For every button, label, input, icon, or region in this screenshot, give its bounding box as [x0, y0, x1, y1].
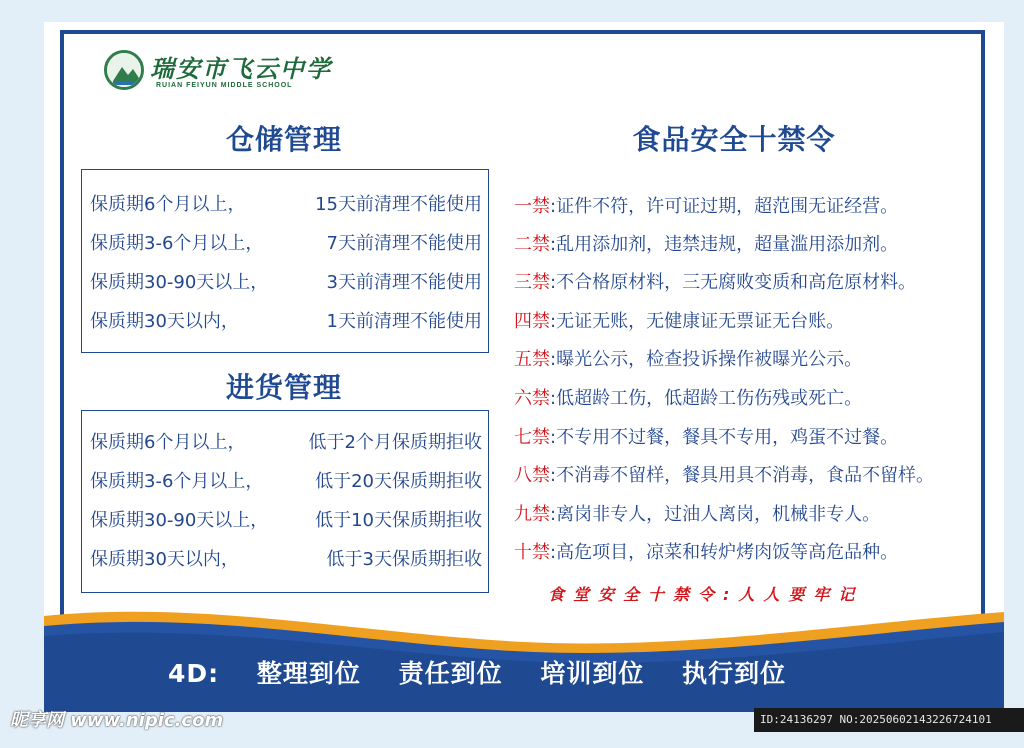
purchase-action: 低于3天保质期拒收 [326, 549, 482, 570]
rule-number: 九禁 [514, 504, 550, 525]
rule-text: :曝光公示，检查投诉操作被曝光公示。 [550, 349, 863, 370]
signboard [44, 22, 1004, 712]
storage-shelf: 保质期30天以内， [90, 311, 239, 332]
rule-text: :无证无账，无健康证无票证无台账。 [550, 311, 845, 332]
footer-wave-background [44, 582, 1004, 712]
watermark-brand: 昵享网 [10, 710, 64, 731]
purchase-shelf: 保质期30-90天以上， [90, 510, 269, 531]
footer-item: 责任到位 [398, 659, 503, 688]
purchase-box [81, 410, 489, 593]
rule-item [514, 268, 984, 298]
rule-item [514, 423, 984, 453]
rule-text: :不专用不过餐，餐具不专用，鸡蛋不过餐。 [550, 427, 899, 448]
purchase-row [90, 545, 482, 575]
footer-item: 培训到位 [540, 659, 645, 688]
purchase-action: 低于2个月保质期拒收 [308, 432, 482, 453]
storage-title: 仓储管理 [225, 123, 342, 156]
rule-number: 一禁 [514, 196, 550, 217]
rule-item [514, 384, 984, 414]
rule-number: 十禁 [514, 542, 550, 563]
purchase-title: 进货管理 [225, 371, 342, 404]
rule-number: 六禁 [514, 388, 550, 409]
purchase-shelf: 保质期6个月以上， [90, 432, 246, 453]
storage-shelf: 保质期30-90天以上， [90, 272, 269, 293]
footer-item: 执行到位 [682, 659, 787, 688]
storage-row [90, 307, 482, 337]
rule-item [514, 461, 984, 491]
school-emblem-icon [104, 50, 144, 90]
rule-text: :高危项目，凉菜和转炉烤肉饭等高危品种。 [550, 542, 899, 563]
rule-item [514, 500, 984, 530]
rule-text: :不消毒不留样，餐具用具不消毒，食品不留样。 [550, 465, 935, 486]
school-logo [102, 46, 462, 116]
storage-action: 15天前清理不能使用 [315, 194, 482, 215]
footer-slogan [168, 654, 808, 690]
purchase-action: 低于10天保质期拒收 [315, 510, 482, 531]
rule-number: 二禁 [514, 234, 550, 255]
storage-row [90, 268, 482, 298]
storage-shelf: 保质期6个月以上， [90, 194, 246, 215]
rule-number: 七禁 [514, 427, 550, 448]
footer-prefix: 4D: [168, 659, 220, 688]
storage-shelf: 保质期3-6个月以上， [90, 233, 264, 254]
rule-text: :证件不符，许可证过期，超范围无证经营。 [550, 196, 899, 217]
purchase-action: 低于20天保质期拒收 [315, 471, 482, 492]
storage-action: 3天前清理不能使用 [326, 272, 482, 293]
rule-number: 八禁 [514, 465, 550, 486]
food-safety-title: 食品安全十禁令 [632, 123, 836, 156]
image-id-bar: ID:24136297 NO:20250602143226724101 [754, 708, 1024, 732]
canteen-slogan: 食堂安全十禁令:人人要牢记 [548, 585, 864, 604]
purchase-row [90, 467, 482, 497]
rule-number: 三禁 [514, 272, 550, 293]
storage-action: 1天前清理不能使用 [326, 311, 482, 332]
rule-item [514, 345, 984, 375]
watermark [10, 706, 223, 732]
rule-text: :不合格原材料，三无腐败变质和高危原材料。 [550, 272, 917, 293]
rule-text: :低超龄工伤，低超龄工伤伤残或死亡。 [550, 388, 863, 409]
storage-row [90, 229, 482, 259]
rule-number: 五禁 [514, 349, 550, 370]
storage-action: 7天前清理不能使用 [326, 233, 482, 254]
rule-text: :乱用添加剂，违禁违规，超量滥用添加剂。 [550, 234, 899, 255]
watermark-url: www.nipic.com [70, 710, 224, 731]
rule-text: :离岗非专人，过油人离岗，机械非专人。 [550, 504, 881, 525]
purchase-row [90, 506, 482, 536]
rule-item [514, 538, 984, 568]
rule-item [514, 230, 984, 260]
storage-box [81, 169, 489, 353]
school-name-en: RUIAN FEIYUN MIDDLE SCHOOL [156, 82, 293, 89]
purchase-row [90, 428, 482, 458]
school-name: 瑞安市飞云中学 [150, 54, 332, 83]
rule-item [514, 307, 984, 337]
footer-item: 整理到位 [256, 659, 361, 688]
purchase-shelf: 保质期30天以内， [90, 549, 239, 570]
rule-number: 四禁 [514, 311, 550, 332]
rule-item [514, 192, 984, 222]
purchase-shelf: 保质期3-6个月以上， [90, 471, 264, 492]
storage-row [90, 190, 482, 220]
